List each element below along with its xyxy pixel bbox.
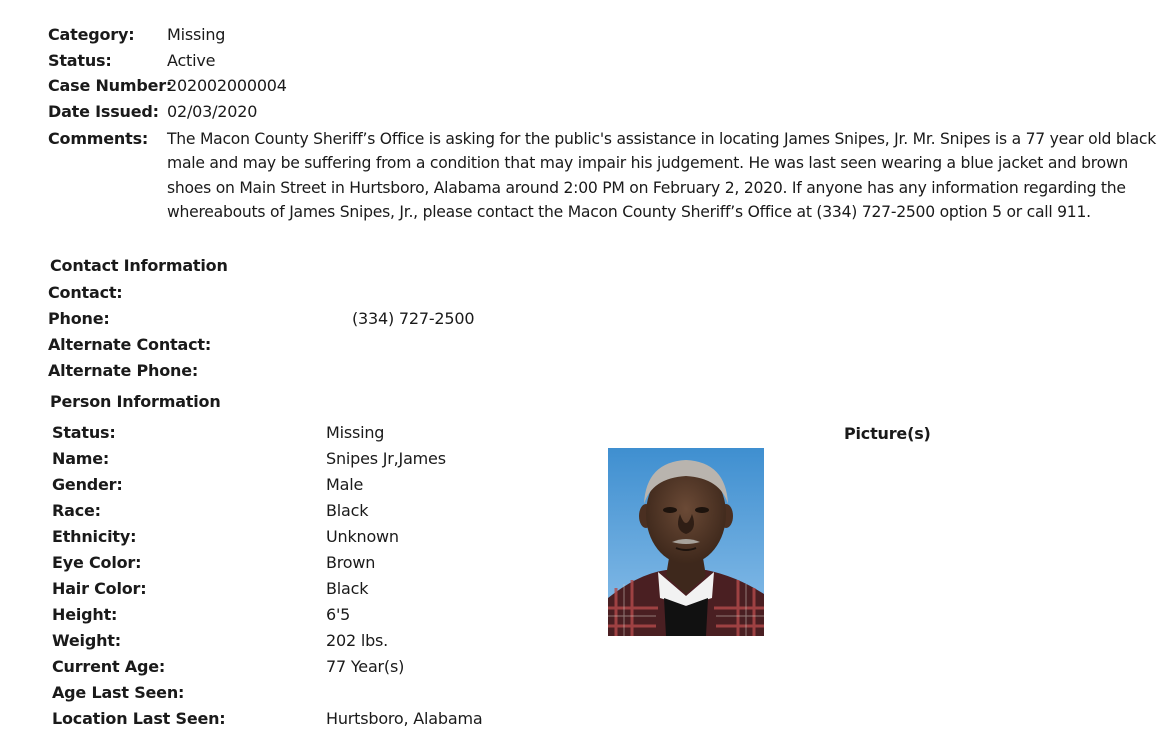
person-photo [608, 448, 764, 636]
person-status-label: Status: [52, 423, 116, 442]
name-value: Snipes Jr,James [326, 449, 446, 468]
phone-label: Phone: [48, 309, 110, 328]
status-value: Active [167, 51, 216, 70]
weight-label: Weight: [52, 631, 121, 650]
ethnicity-label: Ethnicity: [52, 527, 137, 546]
alternate-contact-label: Alternate Contact: [48, 335, 212, 354]
date-issued-value: 02/03/2020 [167, 102, 258, 121]
category-label: Category: [48, 25, 135, 44]
case-number-value: 202002000004 [167, 76, 287, 95]
phone-value: (334) 727-2500 [352, 309, 475, 328]
current-age-label: Current Age: [52, 657, 166, 676]
current-age-value: 77 Year(s) [326, 657, 405, 676]
hair-color-value: Black [326, 579, 369, 598]
location-last-seen-value: Hurtsboro, Alabama [326, 709, 483, 728]
contact-section-title: Contact Information [50, 256, 228, 275]
person-section-title: Person Information [50, 392, 221, 411]
gender-value: Male [326, 475, 364, 494]
age-last-seen-label: Age Last Seen: [52, 683, 185, 702]
name-label: Name: [52, 449, 110, 468]
race-value: Black [326, 501, 369, 520]
person-status-value: Missing [326, 423, 385, 442]
category-value: Missing [167, 25, 226, 44]
alternate-phone-label: Alternate Phone: [48, 361, 199, 380]
race-label: Race: [52, 501, 101, 520]
location-last-seen-label: Location Last Seen: [52, 709, 226, 728]
weight-value: 202 lbs. [326, 631, 389, 650]
comments-label: Comments: [48, 129, 149, 148]
status-label: Status: [48, 51, 112, 70]
height-label: Height: [52, 605, 118, 624]
comments-text: The Macon County Sheriff’s Office is asking for the public's assistance in locating James Snipes, Jr. Mr. Snipes is a 77 year old black male and may be suffering from a condition that may impair his judgement. He was last seen wearing a blue jacket and brown shoes on Main Street in Hurtsboro, Alabama around 2:00 PM on February 2, 2020. If anyone has any information regarding the whereabouts of James Snipes, Jr., please contact the Macon County Sheriff’s Office at (334) 727-2500 option 5 or call 911. [167, 130, 1157, 222]
eye-color-label: Eye Color: [52, 553, 142, 572]
height-value: 6'5 [326, 605, 351, 624]
eye-color-value: Brown [326, 553, 376, 572]
pictures-label: Picture(s) [844, 424, 931, 443]
contact-label: Contact: [48, 283, 123, 302]
gender-label: Gender: [52, 475, 123, 494]
case-number-label: Case Number: [48, 76, 173, 95]
ethnicity-value: Unknown [326, 527, 399, 546]
hair-color-label: Hair Color: [52, 579, 147, 598]
date-issued-label: Date Issued: [48, 102, 159, 121]
